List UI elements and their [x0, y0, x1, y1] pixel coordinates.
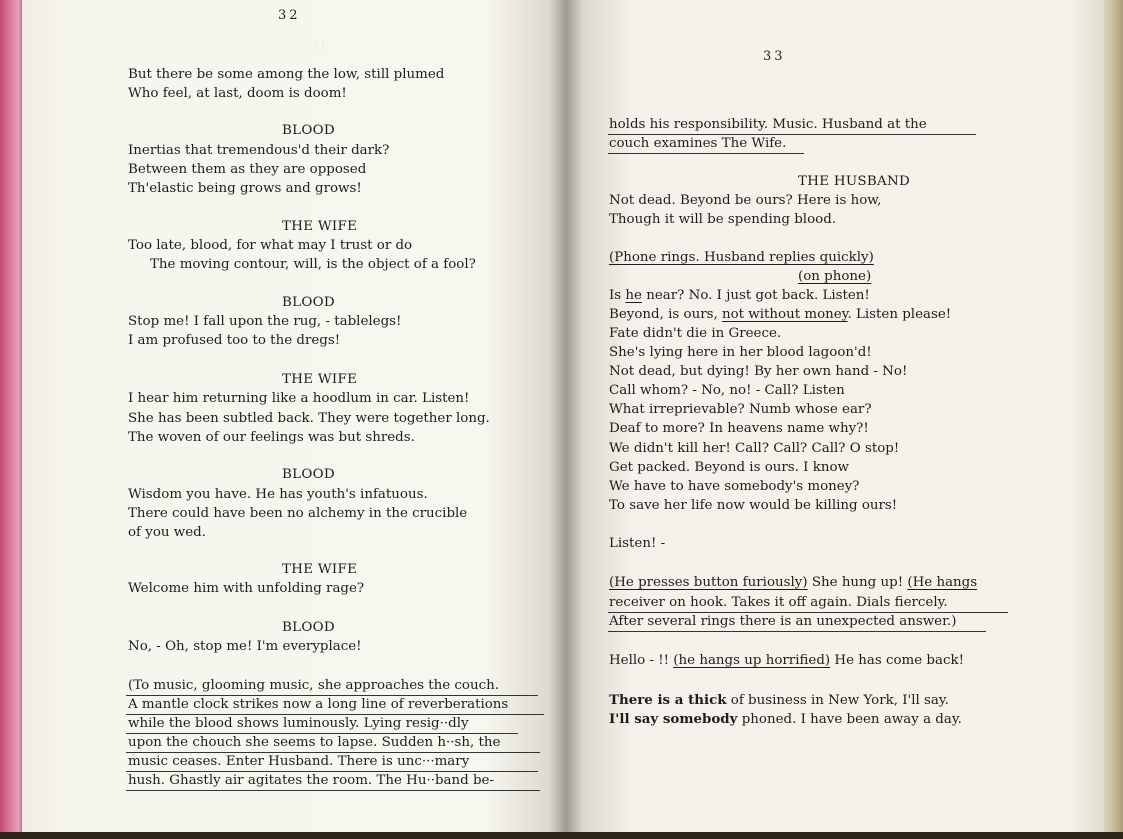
stage-direction-line: couch examines The Wife.	[609, 136, 787, 151]
left-page	[22, 0, 566, 834]
text-fragment: He has come back!	[830, 653, 964, 668]
stage-direction-line: hush. Ghastly air agitates the room. The Hu··band be-	[128, 773, 494, 788]
bottom-shadow	[0, 832, 1123, 839]
stage-direction-fragment: (He presses button furiously)	[609, 575, 808, 590]
text-line: Between them as they are opposed	[128, 162, 367, 177]
speaker-heading: THE WIFE	[282, 219, 358, 234]
text-fragment: Is	[609, 288, 626, 303]
text-line: Stop me! I fall upon the rug, - tablelegs!	[128, 314, 402, 329]
right-page	[566, 0, 1114, 834]
stage-direction-line: After several rings there is an unexpected answer.)	[609, 614, 957, 629]
text-line: She's lying here in her blood lagoon'd!	[609, 345, 872, 360]
speaker-heading: BLOOD	[282, 123, 335, 138]
stage-direction-line: music ceases. Enter Husband. There is unc···mary	[128, 754, 470, 769]
text-line: To save her life now would be killing ours!	[609, 498, 898, 513]
bold-fragment: There is a thick	[609, 692, 727, 708]
text-line: of you wed.	[128, 525, 206, 540]
text-fragment: near? No. I just got back. Listen!	[641, 288, 870, 303]
speaker-heading: THE WIFE	[282, 372, 358, 387]
text-line: Wisdom you have. He has youth's infatuous.	[128, 487, 428, 502]
text-line: Inertias that tremendous'd their dark?	[128, 143, 390, 158]
text-line: Listen! -	[609, 536, 666, 551]
text-line	[609, 710, 962, 729]
text-line: Too late, blood, for what may I trust or do	[128, 238, 413, 253]
emphasis-he: he	[625, 288, 642, 303]
text-line: I hear him returning like a hoodlum in car. Listen!	[128, 391, 470, 406]
speaker-heading: BLOOD	[282, 620, 335, 635]
text-line	[609, 287, 870, 305]
text-line: She has been subtled back. They were together long.	[128, 411, 490, 426]
underline-rule	[608, 153, 804, 154]
text-line: Not dead. Beyond be ours? Here is how,	[609, 193, 882, 208]
text-line: We have to have somebody's money?	[609, 479, 860, 494]
text-line: We didn't kill her! Call? Call? Call? O stop!	[609, 441, 900, 456]
text-line: Fate didn't die in Greece.	[609, 326, 782, 341]
emphasis-not-without-money: not without money	[721, 307, 848, 322]
stage-direction-line: (To music, glooming music, she approaches the couch.	[128, 678, 500, 693]
stage-direction-line: (on phone)	[798, 269, 872, 284]
text-fragment: She hung up!	[807, 575, 908, 590]
stage-direction-line: receiver on hook. Takes it off again. Dials fiercely.	[609, 595, 948, 610]
text-fragment: Beyond, is ours,	[609, 307, 722, 322]
text-line: Call whom? - No, no! - Call? Listen	[609, 383, 845, 398]
text-fragment: of business in New York, I'll say.	[726, 693, 949, 708]
text-line: I am profused too to the dregs!	[128, 333, 341, 348]
text-line: Get packed. Beyond is ours. I know	[609, 460, 849, 475]
text-line	[609, 652, 964, 670]
text-fragment: Hello - !!	[609, 653, 674, 668]
underline-rule	[126, 790, 540, 791]
speaker-heading: THE WIFE	[282, 562, 358, 577]
text-line: Though it will be spending blood.	[609, 212, 837, 227]
stage-direction-line: A mantle clock strikes now a long line of reverberations	[128, 697, 509, 712]
text-line	[609, 691, 949, 710]
stage-direction-line: upon the chouch she seems to lapse. Sudden h··sh, the	[128, 735, 501, 750]
stage-direction-line	[609, 574, 977, 592]
stage-direction-fragment: (He hangs	[907, 575, 978, 590]
stage-direction-line: holds his responsibility. Music. Husband at the	[609, 117, 927, 132]
text-fragment: . Listen please!	[847, 307, 952, 322]
text-line: Deaf to more? In heavens name why?!	[609, 421, 869, 436]
page-number-right: 33	[763, 49, 786, 64]
book-page-edges	[1104, 0, 1123, 839]
stage-direction-line: (Phone rings. Husband replies quickly)	[609, 250, 874, 265]
text-line: But there be some among the low, still plumed	[128, 67, 445, 82]
page-number-left: 32	[278, 8, 301, 23]
text-fragment: phoned. I have been away a day.	[737, 712, 962, 727]
stage-direction-fragment: (he hangs up horrified)	[673, 653, 831, 668]
text-line: Not dead, but dying! By her own hand - No!	[609, 364, 908, 379]
underline-rule	[608, 631, 986, 632]
text-line: There could have been no alchemy in the crucible	[128, 506, 468, 521]
bleed-through: 11	[312, 38, 328, 52]
text-line: Who feel, at last, doom is doom!	[128, 86, 347, 101]
bold-fragment: I'll say somebody	[609, 711, 738, 727]
text-line: What irreprievable? Numb whose ear?	[609, 402, 872, 417]
text-line: The moving contour, will, is the object of a fool?	[150, 257, 476, 272]
speaker-heading: THE HUSBAND	[798, 174, 911, 189]
text-line: The woven of our feelings was but shreds.	[128, 430, 415, 445]
speaker-heading: BLOOD	[282, 295, 335, 310]
text-line	[609, 306, 951, 324]
text-line: No, - Oh, stop me! I'm everyplace!	[128, 639, 362, 654]
speaker-heading: BLOOD	[282, 467, 335, 482]
stage-direction-line: while the blood shows luminously. Lying resig··dly	[128, 716, 469, 731]
text-line: Th'elastic being grows and grows!	[128, 181, 362, 196]
text-line: Welcome him with unfolding rage?	[128, 581, 365, 596]
